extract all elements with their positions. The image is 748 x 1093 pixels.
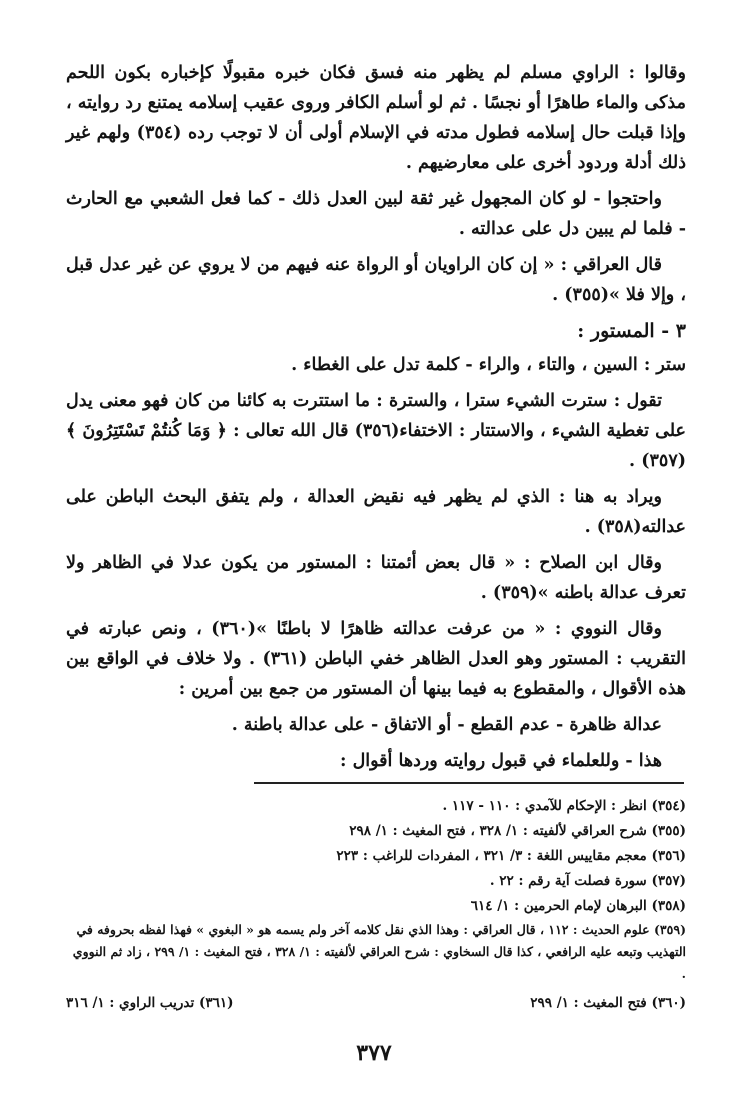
paragraph-ibn-salah: وقال ابن الصلاح : « قال بعض أئمتنا : المستور من يكون عدلا في الظاهر ولا تعرف عدالة باطنه »(٣٥٩) . — [66, 553, 686, 603]
paragraph-two-conditions: عدالة ظاهرة - عدم القطع - أو الاتفاق - على عدالة باطنة . — [231, 715, 662, 735]
footnote-divider — [254, 782, 684, 784]
paragraph-ihtajju: واحتجوا - لو كان المجهول غير ثقة لبين العدل ذلك - كما فعل الشعبي مع الحارث - فلما لم يبين دل على عدالته . — [66, 189, 686, 239]
footnote-360: (٣٦٠) فتح المغيث : ١/ ٢٩٩ — [530, 995, 686, 1011]
footnotes — [66, 794, 686, 1016]
paragraph-iraqi-quote: قال العراقي : « إن كان الراويان أو الرواة عنه فيهم من لا يروي عن غير عدل قبل ، وإلا فلا »(٣٥٥) . — [66, 255, 686, 305]
page-number: ٣٧٧ — [356, 1040, 392, 1066]
footnote-361: (٣٦١) تدريب الراوي : ١/ ٣١٦ — [66, 995, 234, 1011]
footnote-356: (٣٥٦) معجم مقاييس اللغة : ٣/ ٣٢١ ، المفردات للراغب : ٢٢٣ — [336, 848, 686, 864]
paragraph-nawawi: وقال النووي : « من عرفت عدالته ظاهرًا لا باطنًا »(٣٦٠) ، ونص عبارته في التقريب : المستور وهو العدل الظاهر خفي الباطن (٣٦١) . ولا خلاف في الواقع بين هذه الأقوال ، والمقطوع به فيما بينها أن المستور من جمع بين أمرين : — [66, 619, 686, 699]
footnote-row-360-361 — [66, 991, 686, 1016]
paragraph-technical-meaning: ويراد به هنا : الذي لم يظهر فيه نقيض العدالة ، ولم يتفق البحث الباطن على عدالته(٣٥٨) . — [66, 487, 686, 537]
main-text — [66, 58, 686, 782]
section-heading-mastur: ٣ - المستور : — [577, 320, 686, 342]
paragraph-scholars-opinions: هذا - وللعلماء في قبول روايته وردها أقوال : — [340, 751, 662, 771]
paragraph-sitr-definition: ستر : السين ، والتاء ، والراء - كلمة تدل على الغطاء . — [291, 355, 686, 375]
paragraph-linguistic-meaning: تقول : سترت الشيء سترا ، والسترة : ما استترت به كائنا من كان فهو معنى يدل على تغطية الشيء ، والاستتار : الاختفاء(٣٥٦) قال الله تعالى : ﴿ وَمَا كُنتُمْ تَسْتَتِرُونَ ﴾(٣٥٧) . — [66, 391, 687, 471]
footnote-359: (٣٥٩) علوم الحديث : ١١٢ ، قال العراقي : وهذا الذي نقل كلامه آخر ولم يسمه هو « البغوي » فهذا لفظه بحروفه في التهذيب وتبعه عليه الرافعي ، كذا قال السخاوي : شرح العراقي لألفيته : ١/ ٣٢٨ ، فتح المغيث : ١/ ٢٩٩ ، زاد ثم النووي . — [72, 922, 686, 981]
footnote-354: (٣٥٤) انظر : الإحكام للآمدي : ١١٠ - ١١٧ . — [442, 798, 686, 814]
footnote-358: (٣٥٨) البرهان لإمام الحرمين : ١/ ٦١٤ — [470, 898, 686, 914]
footnote-357: (٣٥٧) سورة فصلت آية رقم : ٢٢ . — [489, 873, 686, 889]
footnote-355: (٣٥٥) شرح العراقي لألفيته : ١/ ٣٢٨ ، فتح المغيث : ١/ ٢٩٨ — [349, 823, 686, 839]
paragraph-narrators-argument: وقالوا : الراوي مسلم لم يظهر منه فسق فكان خبره مقبولًا كإخباره بكون اللحم مذكى والماء طاهرًا أو نجسًا . ثم لو أسلم الكافر وروى عقيب إسلامه يمتنع رد روايته ، وإذا قبلت حال إسلامه فطول مدته في الإسلام أولى أن لا توجب رده (٣٥٤) ولهم غير ذلك أدلة وردود أخرى على معارضيهم . — [66, 63, 686, 173]
